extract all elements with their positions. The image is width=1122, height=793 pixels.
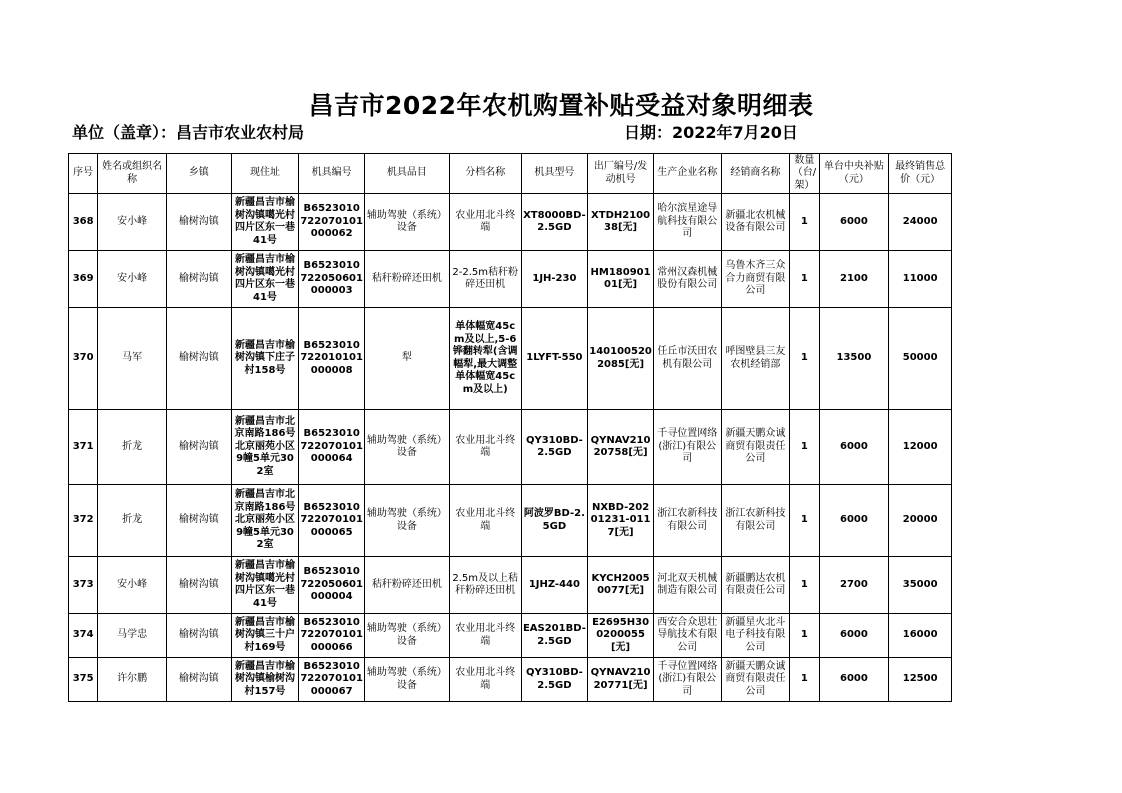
address: 新疆昌吉市榆树沟镇噶光村四片区东一巷41号 (231, 557, 299, 614)
model: QY310BD-2.5GD (521, 658, 588, 702)
category: 辅助驾驶（系统）设备 (364, 658, 449, 702)
header-cell: 出厂编号/发动机号 (588, 154, 654, 194)
grade: 农业用北斗终端 (449, 410, 521, 485)
category: 辅助驾驶（系统）设备 (364, 194, 449, 251)
subsidy: 6000 (819, 194, 889, 251)
subsidy: 2100 (819, 251, 889, 308)
town: 榆树沟镇 (166, 410, 231, 485)
grade: 农业用北斗终端 (449, 658, 521, 702)
owner-name: 马学忠 (98, 614, 167, 658)
header-cell: 机具编号 (299, 154, 365, 194)
header-cell: 分档名称 (449, 154, 521, 194)
model: 1JH-230 (521, 251, 588, 308)
town: 榆树沟镇 (166, 308, 231, 410)
owner-name: 折龙 (98, 485, 167, 557)
subsidy: 13500 (819, 308, 889, 410)
owner-name: 安小峰 (98, 251, 167, 308)
header-row (69, 154, 952, 194)
header-cell: 乡镇 (166, 154, 231, 194)
quantity: 1 (790, 658, 819, 702)
quantity: 1 (790, 614, 819, 658)
owner-name: 安小峰 (98, 557, 167, 614)
maker: 任丘市沃田农机有限公司 (653, 308, 721, 410)
dealer: 新疆天鹏众诚商贸有限责任公司 (721, 658, 790, 702)
table-row (69, 614, 952, 658)
subsidy: 6000 (819, 485, 889, 557)
quantity: 1 (790, 308, 819, 410)
table-row (69, 557, 952, 614)
grade: 农业用北斗终端 (449, 194, 521, 251)
total-price: 12000 (889, 410, 952, 485)
table-row (69, 410, 952, 485)
address: 新疆昌吉市北京南路186号北京丽苑小区9幢5单元302室 (231, 410, 299, 485)
category: 犁 (364, 308, 449, 410)
table-row (69, 251, 952, 308)
date-label: 日期：2022年7月20日 (624, 123, 798, 142)
town: 榆树沟镇 (166, 485, 231, 557)
owner-name: 安小峰 (98, 194, 167, 251)
machine-id: B6523010722070101000062 (299, 194, 365, 251)
header-cell: 数量（台/架） (790, 154, 819, 194)
dealer: 乌鲁木齐三众合力商贸有限公司 (721, 251, 790, 308)
model: 1JHZ-440 (521, 557, 588, 614)
total-price: 12500 (889, 658, 952, 702)
town: 榆树沟镇 (166, 614, 231, 658)
table-row (69, 194, 952, 251)
subsidy-table (68, 153, 952, 702)
total-price: 20000 (889, 485, 952, 557)
header-cell: 机具品目 (364, 154, 449, 194)
table-row (69, 485, 952, 557)
grade: 农业用北斗终端 (449, 485, 521, 557)
town: 榆树沟镇 (166, 251, 231, 308)
serial: QYNAV21020758[无] (588, 410, 654, 485)
row-number: 373 (69, 557, 98, 614)
header-cell: 序号 (69, 154, 98, 194)
total-price: 35000 (889, 557, 952, 614)
model: XT8000BD-2.5GD (521, 194, 588, 251)
category: 辅助驾驶（系统）设备 (364, 485, 449, 557)
owner-name: 许尔鹏 (98, 658, 167, 702)
machine-id: B6523010722070101000065 (299, 485, 365, 557)
total-price: 24000 (889, 194, 952, 251)
subsidy: 2700 (819, 557, 889, 614)
model: EAS201BD-2.5GD (521, 614, 588, 658)
header-cell: 机具型号 (521, 154, 588, 194)
maker: 河北双天机械制造有限公司 (653, 557, 721, 614)
machine-id: B6523010722050601000003 (299, 251, 365, 308)
owner-name: 马军 (98, 308, 167, 410)
dealer: 新疆星火北斗电子科技有限公司 (721, 614, 790, 658)
address: 新疆昌吉市榆树沟镇噶光村四片区东一巷41号 (231, 194, 299, 251)
quantity: 1 (790, 251, 819, 308)
header-cell: 姓名或组织名称 (98, 154, 167, 194)
serial: HM18090101[无] (588, 251, 654, 308)
town: 榆树沟镇 (166, 194, 231, 251)
maker: 千寻位置网络(浙江)有限公司 (653, 410, 721, 485)
category: 秸秆粉碎还田机 (364, 557, 449, 614)
row-number: 368 (69, 194, 98, 251)
row-number: 370 (69, 308, 98, 410)
town: 榆树沟镇 (166, 658, 231, 702)
category: 辅助驾驶（系统）设备 (364, 410, 449, 485)
address: 新疆昌吉市榆树沟镇榆树沟村157号 (231, 658, 299, 702)
dealer: 呼图壁县三友农机经销部 (721, 308, 790, 410)
category: 辅助驾驶（系统）设备 (364, 614, 449, 658)
machine-id: B6523010722070101000064 (299, 410, 365, 485)
maker: 西安合众思壮导航技术有限公司 (653, 614, 721, 658)
model: 阿波罗BD-2.5GD (521, 485, 588, 557)
machine-id: B6523010722050601000004 (299, 557, 365, 614)
serial: XTDH210038[无] (588, 194, 654, 251)
subsidy: 6000 (819, 658, 889, 702)
unit-label: 单位（盖章）：昌吉市农业农村局 (72, 123, 305, 142)
grade: 单体幅宽45cm及以上,5-6铧翻转犁(含调幅犁,最大调整单体幅宽45cm及以上) (449, 308, 521, 410)
category: 秸秆粉碎还田机 (364, 251, 449, 308)
machine-id: B6523010722010101000008 (299, 308, 365, 410)
serial: E2695H300200055[无] (588, 614, 654, 658)
row-number: 372 (69, 485, 98, 557)
model: 1LYFT-550 (521, 308, 588, 410)
table-row (69, 658, 952, 702)
grade: 2.5m及以上秸秆粉碎还田机 (449, 557, 521, 614)
dealer: 浙江农新科技有限公司 (721, 485, 790, 557)
table-row (69, 308, 952, 410)
maker: 常州汉森机械股份有限公司 (653, 251, 721, 308)
header-cell: 单台中央补贴（元） (819, 154, 889, 194)
total-price: 50000 (889, 308, 952, 410)
header-cell: 最终销售总价（元） (889, 154, 952, 194)
owner-name: 折龙 (98, 410, 167, 485)
quantity: 1 (790, 557, 819, 614)
row-number: 375 (69, 658, 98, 702)
maker: 哈尔滨星途导航科技有限公司 (653, 194, 721, 251)
dealer: 新疆北农机械设备有限公司 (721, 194, 790, 251)
subsidy: 6000 (819, 410, 889, 485)
quantity: 1 (790, 410, 819, 485)
serial: NXBD-20201231-0117[无] (588, 485, 654, 557)
machine-id: B6523010722070101000067 (299, 658, 365, 702)
address: 新疆昌吉市榆树沟镇噶光村四片区东一巷41号 (231, 251, 299, 308)
header-cell: 生产企业名称 (653, 154, 721, 194)
model: QY310BD-2.5GD (521, 410, 588, 485)
grade: 农业用北斗终端 (449, 614, 521, 658)
quantity: 1 (790, 194, 819, 251)
row-number: 371 (69, 410, 98, 485)
address: 新疆昌吉市榆树沟镇三十户村169号 (231, 614, 299, 658)
address: 新疆昌吉市北京南路186号北京丽苑小区9幢5单元302室 (231, 485, 299, 557)
header-cell: 现住址 (231, 154, 299, 194)
header-cell: 经销商名称 (721, 154, 790, 194)
quantity: 1 (790, 485, 819, 557)
address: 新疆昌吉市榆树沟镇下庄子村158号 (231, 308, 299, 410)
maker: 千寻位置网络(浙江)有限公司 (653, 658, 721, 702)
serial: QYNAV21020771[无] (588, 658, 654, 702)
dealer: 新疆天鹏众诚商贸有限责任公司 (721, 410, 790, 485)
total-price: 16000 (889, 614, 952, 658)
maker: 浙江农新科技有限公司 (653, 485, 721, 557)
machine-id: B6523010722070101000066 (299, 614, 365, 658)
row-number: 374 (69, 614, 98, 658)
total-price: 11000 (889, 251, 952, 308)
subsidy: 6000 (819, 614, 889, 658)
town: 榆树沟镇 (166, 557, 231, 614)
serial: KYCH20050077[无] (588, 557, 654, 614)
grade: 2-2.5m秸秆粉碎还田机 (449, 251, 521, 308)
dealer: 新疆鹏达农机有限责任公司 (721, 557, 790, 614)
serial: 1401005202085[无] (588, 308, 654, 410)
page-title: 昌吉市2022年农机购置补贴受益对象明细表 (308, 91, 814, 120)
row-number: 369 (69, 251, 98, 308)
